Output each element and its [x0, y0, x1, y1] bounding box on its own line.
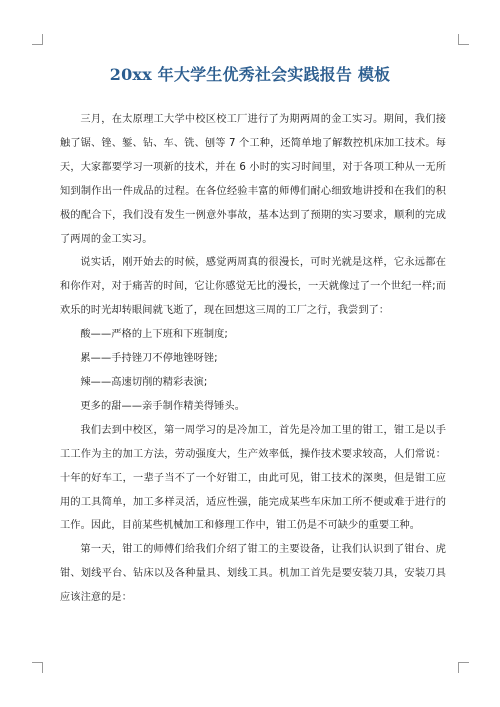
crop-mark-bottom-right [458, 662, 469, 673]
paragraph: 酸——严格的上下班和下班制度; [80, 329, 228, 341]
paragraph: 辣——高速切削的精彩表演; [80, 376, 208, 388]
document-body [60, 108, 446, 610]
paragraph: 我们去到中校区，第一周学习的是冷加工，首先是冷加工里的钳工，钳工是以手工工作为主的加工方法，劳动强度大，生产效率低，操作技术要求较高，人们常说：十年的好车工，一辈子当不了一个好钳工，由此可见，钳工技术的深奥，但是钳工应用的工具简单，加工多样灵活，适应性强，能完成某些车床加工所不便或难于进行的工作。因此，目前某些机械加工和修理工作中，钳工仍是不可缺少的重要工种。 [60, 424, 446, 532]
crop-mark-top-right [458, 34, 469, 45]
paragraph: 说实话，刚开始去的时候，感觉两周真的很漫长，可时光就是这样，它永远都在和你作对，对于痛苦的时间，它让你感觉无比的漫长，一天就像过了一个世纪一样;而欢乐的时光却转眼间就飞逝了，现在回想这三周的工厂之行，我尝到了： [60, 257, 446, 317]
crop-mark-bottom-left [32, 662, 43, 673]
paragraph: 三月，在太原理工大学中校区校工厂进行了为期两周的金工实习。期间，我们接触了锯、锉、錾、钻、车、铣、刨等 7 个工种，还简单地了解数控机床加工技术。每天，大家都要学习一项新的技术，并在 6 小时的实习时间里，对于各项工种从一无所知到制作出一件成品的过程。在各位经验丰富的师傅们耐心细致地讲授和在我们的积极的配合下，我们没有发生一例意外事故，基本达到了预期的实习要求，顺利的完成了两周的金工实习。 [60, 114, 446, 245]
paragraph: 累——手持锉刀不停地锉呀锉; [80, 353, 218, 365]
paragraph: 第一天，钳工的师傅们给我们介绍了钳工的主要设备，让我们认识到了钳台、虎钳、划线平台、钻床以及各种量具、划线工具。机加工首先是要安装刀具，安装刀具应该注意的是： [60, 544, 446, 604]
document-title: 20xx 年大学生优秀社会实践报告 模板 [109, 65, 391, 84]
crop-mark-top-left [32, 34, 43, 45]
paragraph: 更多的甜——亲手制作精美得锤头。 [80, 400, 245, 412]
